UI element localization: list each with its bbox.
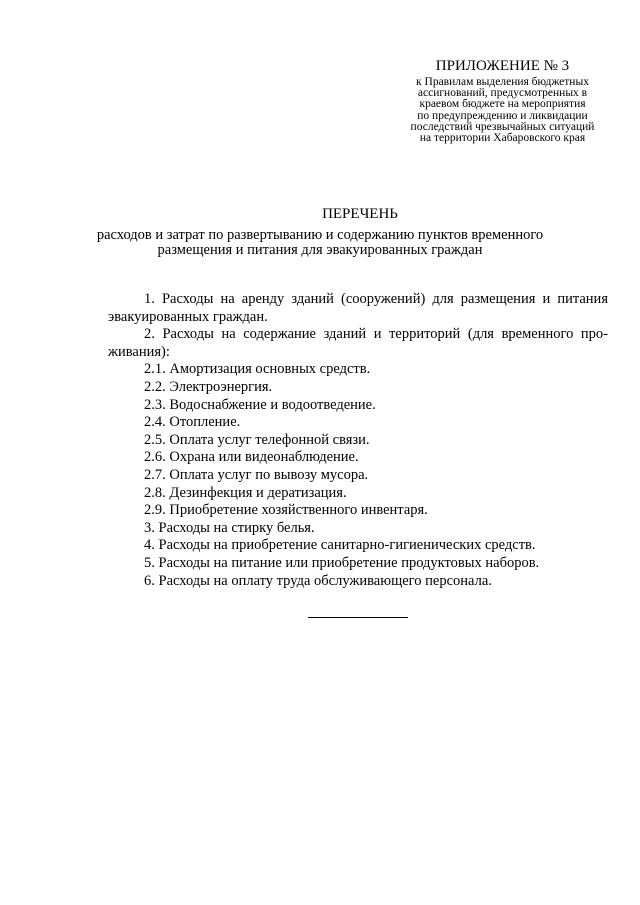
appendix-line: к Правилам выделения бюджетных xyxy=(416,76,589,88)
list-item-1-line2: эвакуированных граждан. xyxy=(108,308,268,325)
list-subitem: 2.4. Отопление. xyxy=(144,414,241,431)
list-subitem: 2.5. Оплата услуг телефонной связи. xyxy=(144,431,370,448)
expense-list xyxy=(108,291,608,590)
list-subitem: 2.3. Водоснабжение и водоотведение. xyxy=(144,396,376,413)
appendix-line: последствий чрезвычайных ситуаций xyxy=(410,120,595,133)
list-item-1-line1: 1. Расходы на аренду зданий (сооружений) для размещения и питания xyxy=(144,291,608,307)
appendix-block xyxy=(395,58,610,144)
subtitle-line: расходов и затрат по развертыванию и содержанию пунктов временного xyxy=(96,227,544,243)
end-divider xyxy=(308,617,408,618)
list-item: 3. Расходы на стирку белья. xyxy=(144,519,315,536)
list-subitem: 2.1. Амортизация основных средств. xyxy=(144,361,371,378)
document-subtitle xyxy=(0,228,640,258)
list-subitem: 2.9. Приобретение хозяйственного инвентаря. xyxy=(144,502,428,519)
list-subitem: 2.2. Электроэнергия. xyxy=(144,378,273,395)
list-subitem: 2.8. Дезинфекция и дератизация. xyxy=(144,484,347,501)
list-subitem: 2.7. Оплата услуг по вывозу мусора. xyxy=(144,466,369,483)
appendix-line: по предупреждению и ликвидации xyxy=(417,109,588,122)
list-item-2-line2: живания): xyxy=(108,343,170,360)
list-item: 4. Расходы на приобретение санитарно-гигиенических средств. xyxy=(144,537,536,554)
appendix-line: краевом бюджете на мероприятия xyxy=(419,98,586,111)
list-item-2-line1: 2. Расходы на содержание зданий и территорий (для временного про- xyxy=(144,326,608,343)
appendix-title: ПРИЛОЖЕНИЕ № 3 xyxy=(435,58,570,74)
appendix-line: ассигнований, предусмотренных в xyxy=(417,87,588,100)
subtitle-line: размещения и питания для эвакуированных граждан xyxy=(157,242,483,258)
document-title: ПЕРЕЧЕНЬ xyxy=(322,206,398,222)
list-item: 5. Расходы на питание или приобретение продуктовых наборов. xyxy=(144,554,540,571)
appendix-line: на территории Хабаровского края xyxy=(419,132,586,145)
list-item: 6. Расходы на оплату труда обслуживающего персонала. xyxy=(144,572,492,589)
list-subitem: 2.6. Охрана или видеонаблюдение. xyxy=(144,449,359,466)
